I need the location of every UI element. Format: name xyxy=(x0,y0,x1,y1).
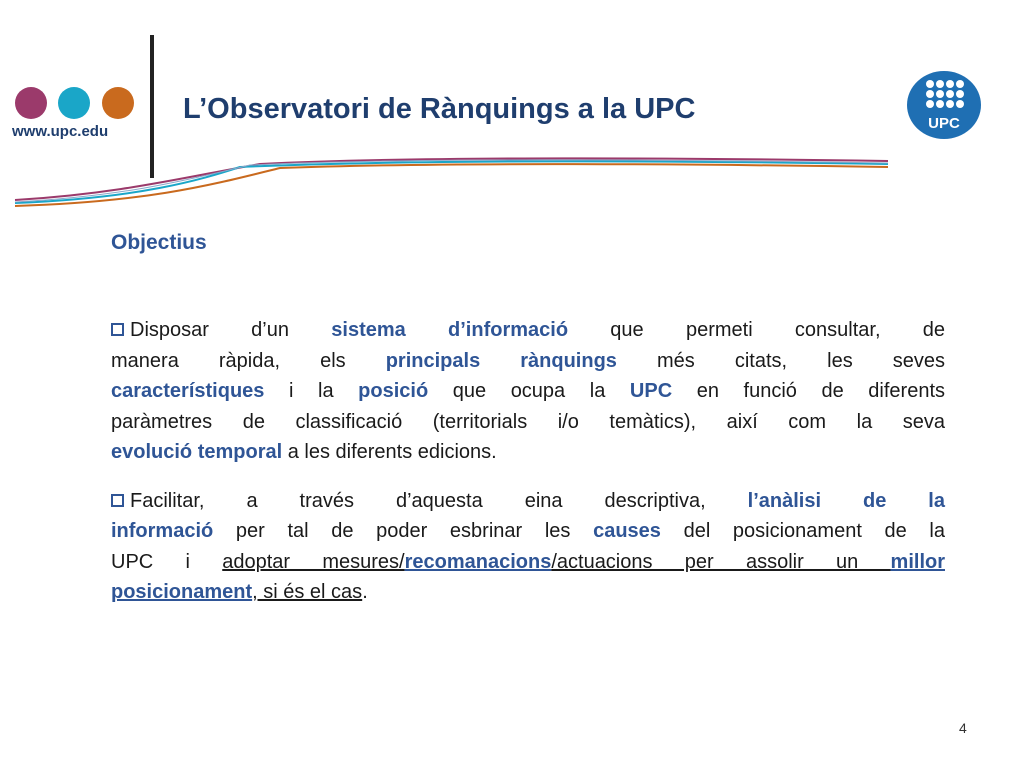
slide-title: L’Observatori de Rànquings a la UPC xyxy=(183,93,696,125)
paragraph-line: UPC i adoptar mesures/recomanacions/actuacions per assolir un millor xyxy=(111,551,945,573)
upc-logo-icon xyxy=(906,70,982,140)
section-heading: Objectius xyxy=(111,231,207,254)
paragraph-line: evolució temporal a les diferents edicions. xyxy=(111,441,497,463)
dot-magenta xyxy=(15,87,47,119)
paragraph-line: posicionament, si és el cas. xyxy=(111,581,368,603)
paragraph-line: manera ràpida, els principals rànquings més citats, les seves xyxy=(111,350,945,372)
page-number: 4 xyxy=(959,720,967,736)
logo-text: UPC xyxy=(928,115,960,132)
dot-cyan xyxy=(58,87,90,119)
decorative-waves xyxy=(0,150,900,210)
bullet-checkbox-icon xyxy=(111,323,124,336)
paragraph-line: Disposar d’un sistema d’informació que permeti consultar, de xyxy=(111,315,945,346)
paragraph-line: paràmetres de classificació (territorials i/o temàtics), així com la seva xyxy=(111,411,945,433)
paragraph-line: informació per tal de poder esbrinar les causes del posicionament de la xyxy=(111,520,945,542)
dot-orange xyxy=(102,87,134,119)
paragraph-line: Facilitar, a través d’aquesta eina descriptiva, l’anàlisi de la xyxy=(111,486,945,517)
bullet-checkbox-icon xyxy=(111,494,124,507)
paragraph-line: característiques i la posició que ocupa la UPC en funció de diferents xyxy=(111,380,946,402)
site-url[interactable]: www.upc.edu xyxy=(12,123,109,140)
